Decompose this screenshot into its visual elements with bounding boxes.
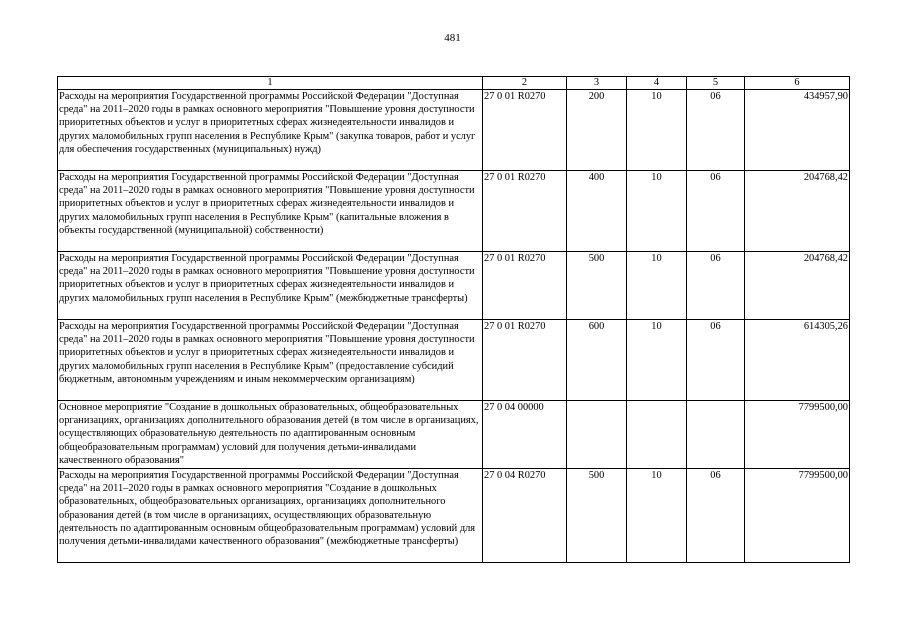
row-description: Расходы на мероприятия Государственной программы Российской Федерации "Доступная среда" на 2011–2020 годы в рамках основного мероприятия "Повышение уровня доступности приоритетных объектов и услуг в приоритетных сферах жизнедеятельности инвалидов и других маломобильных групп населения в Республике Крым" (капитальные вложения в объекты государственной (муниципальной) собственности) (58, 171, 483, 252)
column-header-5: 5 (687, 77, 745, 90)
row-amount: 204768,42 (745, 171, 850, 252)
row-target-article: 27 0 01 R0270 (483, 90, 567, 171)
row-section: 10 (627, 90, 687, 171)
row-subsection: 06 (687, 320, 745, 401)
row-amount: 7799500,00 (745, 469, 850, 563)
row-expense-type: 400 (567, 171, 627, 252)
row-description: Расходы на мероприятия Государственной программы Российской Федерации "Доступная среда" на 2011–2020 годы в рамках основного мероприятия "Создание в дошкольных образовательных, общеобразовательных организациях, организациях дополнительного образования детей (в том числе в организациях, осуществляющих образовательную деятельность по адаптированным основным общеобразовательным программам) условий для получения детьми-инвалидами качественного образования" (межбюджетные трансферты) (58, 469, 483, 563)
row-target-article: 27 0 01 R0270 (483, 320, 567, 401)
row-expense-type: 500 (567, 252, 627, 320)
row-subsection (687, 401, 745, 469)
row-amount: 434957,90 (745, 90, 850, 171)
budget-table (57, 76, 850, 563)
row-description: Основное мероприятие "Создание в дошкольных образовательных, общеобразовательных организациях, организациях дополнительного образования детей (в том числе в организациях, осуществляющих образовательную деятельность по адаптированным основным общеобразовательным программам) условий для получения детьми-инвалидами качественного образования" (58, 401, 483, 469)
column-header-1: 1 (58, 77, 483, 90)
row-description: Расходы на мероприятия Государственной программы Российской Федерации "Доступная среда" на 2011–2020 годы в рамках основного мероприятия "Повышение уровня доступности приоритетных объектов и услуг в приоритетных сферах жизнедеятельности инвалидов и других маломобильных групп населения в Республике Крым" (закупка товаров, работ и услуг для обеспечения государственных (муниципальных) нужд) (58, 90, 483, 171)
table-row (58, 401, 850, 469)
row-description: Расходы на мероприятия Государственной программы Российской Федерации "Доступная среда" на 2011–2020 годы в рамках основного мероприятия "Повышение уровня доступности приоритетных объектов и услуг в приоритетных сферах жизнедеятельности инвалидов и других маломобильных групп населения в Республике Крым" (предоставление субсидий бюджетным, автономным учреждениям и иным некоммерческим организациям) (58, 320, 483, 401)
table-row (58, 252, 850, 320)
header-row (58, 77, 850, 90)
row-amount: 7799500,00 (745, 401, 850, 469)
row-target-article: 27 0 04 R0270 (483, 469, 567, 563)
row-target-article: 27 0 01 R0270 (483, 171, 567, 252)
row-section: 10 (627, 252, 687, 320)
row-subsection: 06 (687, 171, 745, 252)
table-row (58, 469, 850, 563)
row-subsection: 06 (687, 469, 745, 563)
row-expense-type: 500 (567, 469, 627, 563)
row-subsection: 06 (687, 90, 745, 171)
table-row (58, 90, 850, 171)
row-section: 10 (627, 320, 687, 401)
row-subsection: 06 (687, 252, 745, 320)
row-amount: 204768,42 (745, 252, 850, 320)
row-expense-type: 600 (567, 320, 627, 401)
column-header-3: 3 (567, 77, 627, 90)
row-expense-type: 200 (567, 90, 627, 171)
row-target-article: 27 0 01 R0270 (483, 252, 567, 320)
table-row (58, 171, 850, 252)
column-header-2: 2 (483, 77, 567, 90)
row-description: Расходы на мероприятия Государственной программы Российской Федерации "Доступная среда" на 2011–2020 годы в рамках основного мероприятия "Повышение уровня доступности приоритетных объектов и услуг в приоритетных сферах жизнедеятельности инвалидов и других маломобильных групп населения в Республике Крым" (межбюджетные трансферты) (58, 252, 483, 320)
row-amount: 614305,26 (745, 320, 850, 401)
column-header-6: 6 (745, 77, 850, 90)
page-number: 481 (444, 32, 461, 44)
table-row (58, 320, 850, 401)
row-section: 10 (627, 171, 687, 252)
row-section: 10 (627, 469, 687, 563)
row-expense-type (567, 401, 627, 469)
row-section (627, 401, 687, 469)
row-target-article: 27 0 04 00000 (483, 401, 567, 469)
column-header-4: 4 (627, 77, 687, 90)
